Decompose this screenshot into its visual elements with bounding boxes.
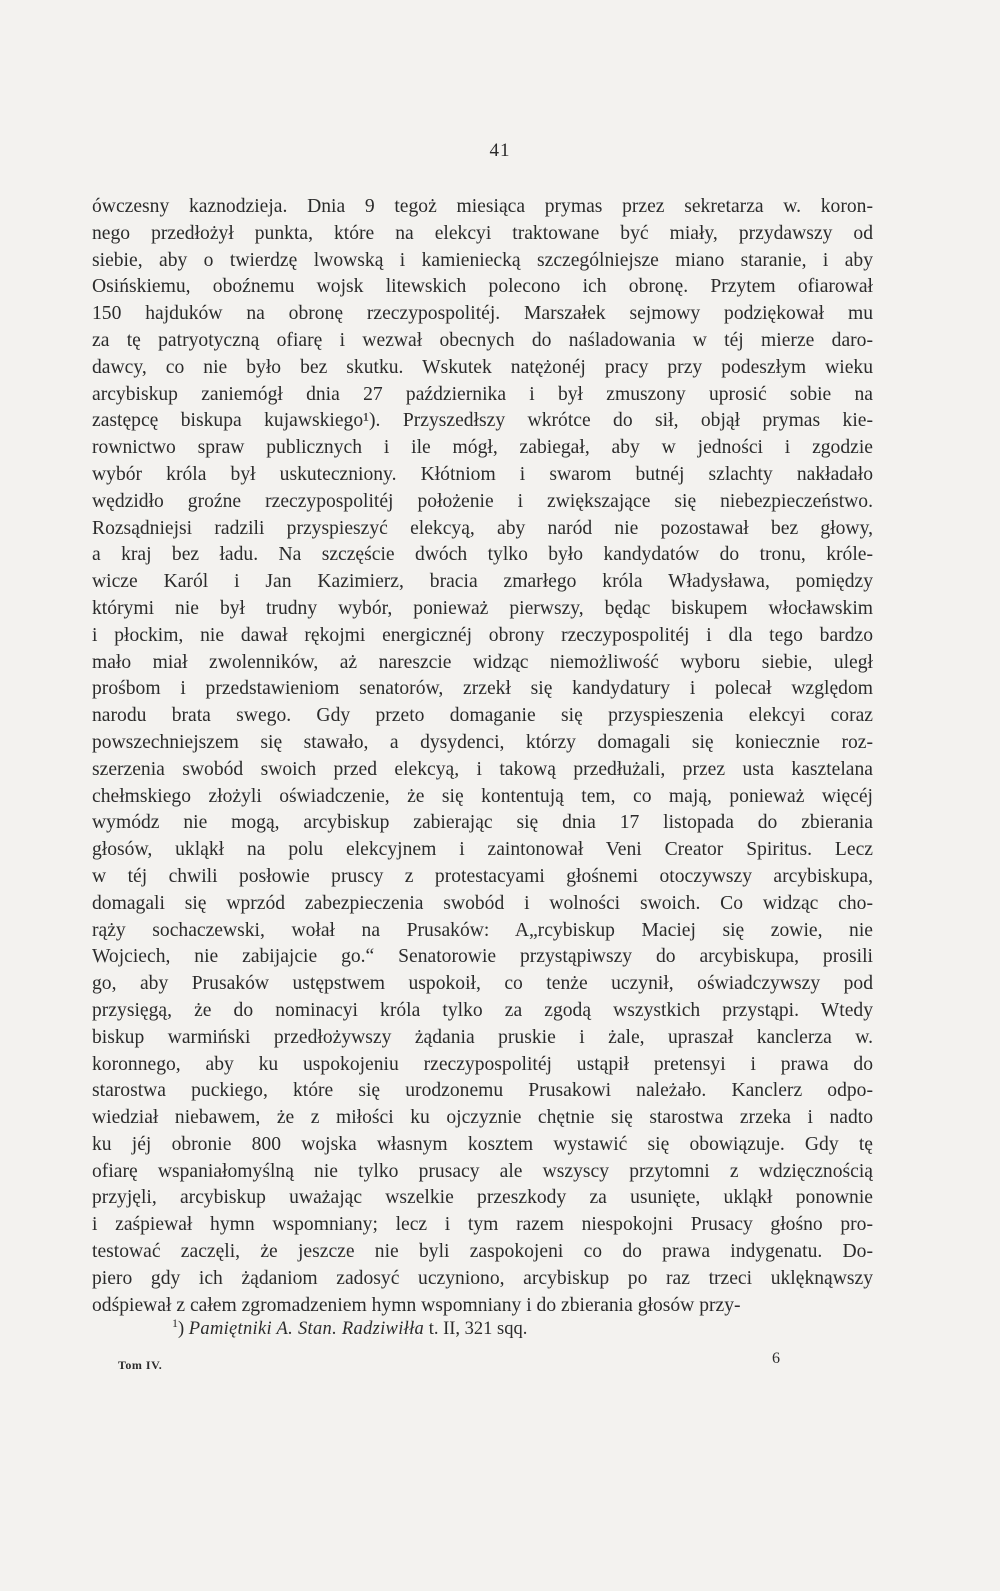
text-line: koronnego, aby ku uspokojeniu rzeczypospolitéj ustąpił pretensyi i prawa do: [92, 1053, 873, 1075]
text-line: wiedział niebawem, że z miłości ku ojczyznie chętnie się starostwa zrzeka i nadto: [92, 1107, 873, 1129]
text-line: zastępcę biskupa kujawskiego¹). Przyszedłszy wkrótce do sił, objął prymas kie-: [92, 410, 873, 432]
text-line: prośbom i przedstawieniom senatorów, zrzekł się kandydatury i polecał względom: [92, 678, 873, 700]
text-line: wędzidło groźne rzeczypospolitéj położenie i zwiększające się niebezpieczeństwo.: [92, 490, 873, 512]
text-line: przyjęli, arcybiskup uważając wszelkie przeszkody za usunięte, ukląkł ponownie: [92, 1187, 873, 1209]
text-line: testować zaczęli, że jeszcze nie byli zaspokojeni co do prawa indygenatu. Do-: [92, 1241, 873, 1263]
footnote-reference: t. II, 321 sqq.: [424, 1319, 528, 1340]
footnote: $^1$) Pamiętniki A. Stan. Radziwiłła t. II, 321 sqq.: [172, 1316, 528, 1340]
text-line: którymi nie był trudny wybór, ponieważ pierwszy, będąc biskupem włocławskim: [92, 597, 873, 619]
text-line: i zaśpiewał hymn wspomniany; lecz i tym razem niespokojni Prusacy głośno pro-: [92, 1214, 873, 1236]
text-line: w téj chwili posłowie pruscy z protestacyami głośnemi otoczywszy arcybiskupa,: [92, 865, 873, 887]
text-line: ku jéj obronie 800 wojska własnym kosztem wystawić się obowiązuje. Gdy tę: [92, 1133, 873, 1155]
text-line: wybór króla był uskuteczniony. Kłótniom i swarom butnéj szlachty nakładało: [92, 463, 873, 485]
text-line: przysięgą, że do nominacyi króla tylko za zgodą wszystkich przystąpi. Wtedy: [92, 999, 873, 1021]
text-line: ofiarę wspaniałomyślną nie tylko prusacy ale wszyscy przytomni z wdzięcznością: [92, 1160, 873, 1182]
text-line: piero gdy ich żądaniom zadosyć uczyniono, arcybiskup po raz trzeci uklęknąwszy: [92, 1267, 873, 1289]
text-line: dawcy, co nie było bez skutku. Wskutek natężonéj pracy przy podeszłym wieku: [92, 356, 873, 378]
text-line: narodu brata swego. Gdy przeto domaganie się przyspieszenia elekcyi coraz: [92, 705, 873, 727]
text-line: go, aby Prusaków ustępstwem uspokoił, co tenże uczynił, oświadczywszy pod: [92, 973, 873, 995]
text-line: siebie, aby o twierdzę lwowską i kamieniecką szczególniejsze miano staranie, i aby: [92, 249, 873, 271]
text-line: powszechniejszem się stawało, a dysydenci, którzy domagali się koniecznie roz-: [92, 731, 873, 753]
text-line: wymódz nie mogą, arcybiskup zabierając się dnia 17 listopada do zbierania: [92, 812, 873, 834]
text-line: Wojciech, nie zabijajcie go.“ Senatorowie przystąpiwszy do arcybiskupa, prosili: [92, 946, 873, 968]
signature-mark: Tom IV.: [118, 1358, 163, 1372]
text-line: odśpiewał z całem zgromadzeniem hymn wspomniany i do zbierania głosów przy-: [92, 1294, 741, 1316]
footnote-source: Pamiętniki A. Stan. Radziwiłła: [188, 1319, 425, 1340]
text-line: starostwa puckiego, które się urodzonemu Prusakowi należało. Kanclerz odpo-: [92, 1080, 873, 1102]
text-line: domagali się wprzód zabezpieczenia swobód i wolności swoich. Co widząc cho-: [92, 892, 873, 914]
text-line: arcybiskup zaniemógł dnia 27 października i był zmuszony uprosić sobie na: [92, 383, 873, 405]
text-line: biskup warmiński przedłożywszy żądania pruskie i żale, upraszał kanclerza w.: [92, 1026, 873, 1048]
page-number: 41: [489, 140, 511, 161]
text-line: a kraj bez ładu. Na szczęście dwóch tylko było kandydatów do tronu, króle-: [92, 544, 873, 566]
body-text: [92, 194, 873, 1319]
text-line: wicze Karól i Jan Kazimierz, bracia zmarłego króla Władysława, pomiędzy: [92, 571, 873, 593]
text-line: rąży sochaczewski, wołał na Prusaków: A„rcybiskup Maciej się zowie, nie: [92, 919, 873, 941]
text-line: ówczesny kaznodzieja. Dnia 9 tegoż miesiąca prymas przez sekretarza w. koron-: [92, 196, 873, 217]
text-line: rownictwo spraw publicznych i ile mógł, zabiegał, aby w jedności i zgodzie: [92, 437, 873, 459]
text-line: za tę patryotyczną ofiarę i wezwał obecnych do naśladowania w téj mierze daro-: [92, 329, 873, 351]
text-line: i płockim, nie dawał rękojmi energicznéj obrony rzeczypospolitéj i dla tego bardzo: [92, 624, 873, 646]
text-line: Osińskiemu, oboźnemu wojsk litewskich polecono ich obronę. Przytem ofiarował: [92, 276, 873, 298]
text-line: 150 hajduków na obronę rzeczypospolitéj. Marszałek sejmowy podziękował mu: [92, 303, 873, 325]
footnote-marker: 1: [172, 1316, 178, 1330]
text-line: mało miał zwolenników, aż nareszcie widząc niemożliwość wyboru siebie, uległ: [92, 651, 873, 673]
signature-number: 6: [772, 1350, 780, 1367]
text-line: Rozsądniejsi radzili przyspieszyć elekcyą, aby naród nie pozostawał bez głowy,: [92, 517, 873, 539]
text-line: głosów, ukląkł na polu elekcyjnem i zaintonował Veni Creator Spiritus. Lecz: [92, 839, 873, 861]
text-line: nego przedłożył punkta, które na elekcyi traktowane być miały, przydawszy od: [92, 222, 873, 244]
text-line: szerzenia swobód swoich przed elekcyą, i takową przedłużali, przez usta kasztelana: [92, 758, 873, 780]
text-line: chełmskiego złożyli oświadczenie, że się kontentują tem, co mają, ponieważ więcéj: [92, 785, 873, 807]
